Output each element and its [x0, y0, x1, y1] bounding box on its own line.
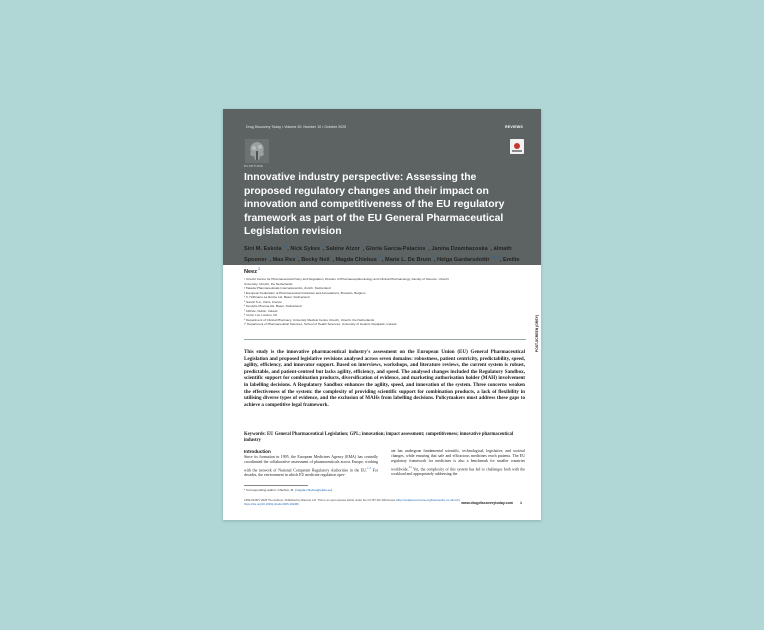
introduction-heading: Introduction [244, 449, 271, 454]
author-name[interactable]: Gloria Garcia-Palacios [365, 245, 426, 252]
affiliation-line: ¹ Utrecht Centre for Pharmaceutical Policy and Regulation, Division of Pharmacoepidemiology and Clinical Pharmacology, Faculty of Science, Utrecht [244, 277, 449, 281]
affiliation-line: ⁸ Union Ltd, London, UK [244, 313, 278, 317]
page-number: 1 [520, 501, 522, 505]
body-text: For decades, the environment in which EU medicine regulation oper- [244, 467, 378, 478]
license-link[interactable]: http://creativecommons.org/licenses/by-nc-nd/4.0/ [396, 498, 459, 502]
body-text: Yet, the complexity of this system has led to challenges both with the workload and appropriately addressing the [391, 466, 525, 477]
author-affiliation-ref[interactable]: 8 [295, 255, 299, 260]
license-info: 1359-6446/© 2025 The Authors. Published by Elsevier Ltd. This is an open access article under the CC BY-NC-ND license (http://creativecommons.org/licenses/by-nc-nd/4.0/). https://doi.org/10.1016/j.drudis.2025.104466 [244, 498, 461, 506]
author-name[interactable]: Sabine Atzor [325, 245, 360, 252]
article-title: Innovative industry perspective: Assessing the proposed regulatory changes and their impact on innovation and competitiveness of the EU regulatory framework as part of the EU General Pharmaceutical Legislation revision [244, 172, 505, 238]
citation-ref[interactable]: 4,5 [408, 465, 412, 469]
author-name[interactable]: Helga Gardarsdottir [437, 257, 490, 264]
author-affiliation-ref[interactable]: 6 [487, 244, 491, 248]
paper-page [223, 109, 541, 520]
author-affiliation-ref[interactable]: 3 [319, 244, 323, 248]
abstract: This study is the innovative pharmaceutical industry's assessment on the European Union (EU) General Pharmaceutical Legislation and proposed legislative revisions analysed across seven domains: robustness, patient centricity, predictability, speed, agility, efficiency, and innovator support. Based on interviews, workshops, and literature reviews, the current system is robust, predictable, and patient-centred but lacks agility, efficiency, and speed. The analysed changes included the Regulatory Sandbox, scientific support for combination products, diversification of evidence, and marketing authorisation holder (MAH) involvement in labelling decisions. A Regulatory Sandbox enhances the agility, speed, and innovation of the system. Three concerns weaken the effectiveness of the system: the complexity of providing scientific support for combination products, a lack of flexibility in utilising diverse types of evidence, and the exclusion of MAHs from labelling decisions. Policymakers must address these gaps to achieve a competitive legal framework. [244, 349, 525, 408]
affiliation-line: ⁴ F. Hoffmann-La Roche Ltd, Basel, Switzerland [244, 295, 310, 299]
body-column-right [391, 449, 525, 477]
doi-link[interactable]: https://doi.org/10.1016/j.drudis.2025.104466 [244, 501, 299, 506]
affiliation-line: University, Utrecht, the Netherlands [244, 281, 293, 286]
divider [244, 339, 526, 340]
author-name[interactable]: Sini M. Eskola [244, 245, 282, 252]
author-affiliation-ref[interactable]: 3 [257, 266, 260, 271]
citation-ref[interactable]: 1–3 [367, 466, 371, 470]
affiliation-line: ⁹ Department of Clinical Pharmacy, University Medical Centre Utrecht, Utrecht, the Netherlands [244, 317, 375, 322]
email-link[interactable]: magda.chlebus@efpia.eu [295, 488, 332, 492]
author-affiliation-ref[interactable]: 1,2 [281, 244, 288, 248]
author-affiliation-ref[interactable]: 4 [359, 244, 363, 248]
author-affiliation-ref[interactable]: 5 [425, 244, 429, 248]
affiliation-line: ⁶ Novartis Pharma AG, Basel, Switzerland [244, 304, 302, 308]
affiliation-line: ² Takeda Pharmaceuticals International AG, Zurich, Switzerland [244, 286, 331, 290]
keywords: Keywords: EU General Pharmaceutical Legislation; GPL; innovation; impact assessment; competitiveness; innovative pharmaceutical industry [244, 432, 514, 444]
author-name[interactable]: Nick Sykes [290, 245, 320, 252]
journal-cover-icon [510, 139, 524, 154]
author-list: Sini M. Eskola $^{1,2}$, Nick Sykes $^3$, Sabine Atzor $^4$, Gloria Garcia-Palacios $^5$, Janina Dzambazoska $^6$, álmath Spooner $^7$, Max Rex $^8$, Becky Neil $^7$, Magda Chlebus $^{3,*}$, Marie L. De Bruin $^1$, Helga Gardarsdottir $^{1,9,10}$, Emilie Neez $^3$ [244, 244, 520, 275]
author-affiliation-ref[interactable]: 1,9,10 [489, 255, 500, 260]
author-name[interactable]: Emilie Neez [244, 257, 520, 275]
elsevier-tree-logo [245, 139, 269, 163]
body-text: ate has undergone fundamental scientific, technological, legislative, and societal changes, while ensuring that safe and efficacious medicines reach patients. The EU regulatory framework for medicines is also a benchmark for smaller countries worldwide. [391, 449, 525, 471]
author-affiliation-ref[interactable]: 1 [431, 255, 434, 260]
affiliation-line: ³ European Federation of Pharmaceutical Industries and Associations, Brussels, Belgium [244, 290, 366, 295]
affiliation-line: ⁷ AbbVie, Dublin, Ireland [244, 308, 278, 313]
author-name[interactable]: Janina Dzambazoska [431, 245, 488, 252]
affiliation-line: ¹⁰ Department of Pharmaceutical Sciences, School of Health Sciences, University of Iceland, Reykjavik, Iceland [244, 322, 397, 326]
author-name[interactable]: Becky Neil [301, 257, 330, 264]
journal-website[interactable]: www.drugdiscoverytoday.com [461, 501, 513, 505]
author-name[interactable]: Magda Chlebus [335, 257, 377, 264]
author-name[interactable]: álmath Spooner [244, 245, 512, 264]
body-column-left [244, 449, 378, 478]
author-affiliation-ref[interactable]: 7 [329, 255, 333, 260]
body-text: Since its formation in 1995, the European Medicines Agency (EMA) has centrally coordinated the collaborative assessment of pharmaceuticals across Europe, working with the network of National Competent Regulatory Authorities in the EU. [244, 455, 378, 472]
corresponding-author: * Corresponding author. Chlebus, M. (magda.chlebus@efpia.eu) [244, 488, 333, 492]
journal-info: Drug Discovery Today • Volume 30, Number 10 • October 2025 [246, 125, 347, 129]
side-section-label: POST-SCREEN (GREY) [535, 315, 539, 353]
affiliations [244, 277, 526, 327]
publisher-wordmark: ELSEVIER [244, 164, 264, 168]
author-affiliation-ref[interactable]: 3,* [376, 255, 382, 260]
footnote-rule [244, 485, 308, 486]
author-name[interactable]: Max Rex [272, 257, 296, 264]
author-name[interactable]: Marie L. De Bruin [385, 257, 432, 264]
author-affiliation-ref[interactable]: 7 [266, 255, 270, 260]
affiliation-line: ⁵ Sanofi S.A., Paris, France [244, 299, 282, 304]
section-tag: REVIEWS [505, 125, 523, 129]
